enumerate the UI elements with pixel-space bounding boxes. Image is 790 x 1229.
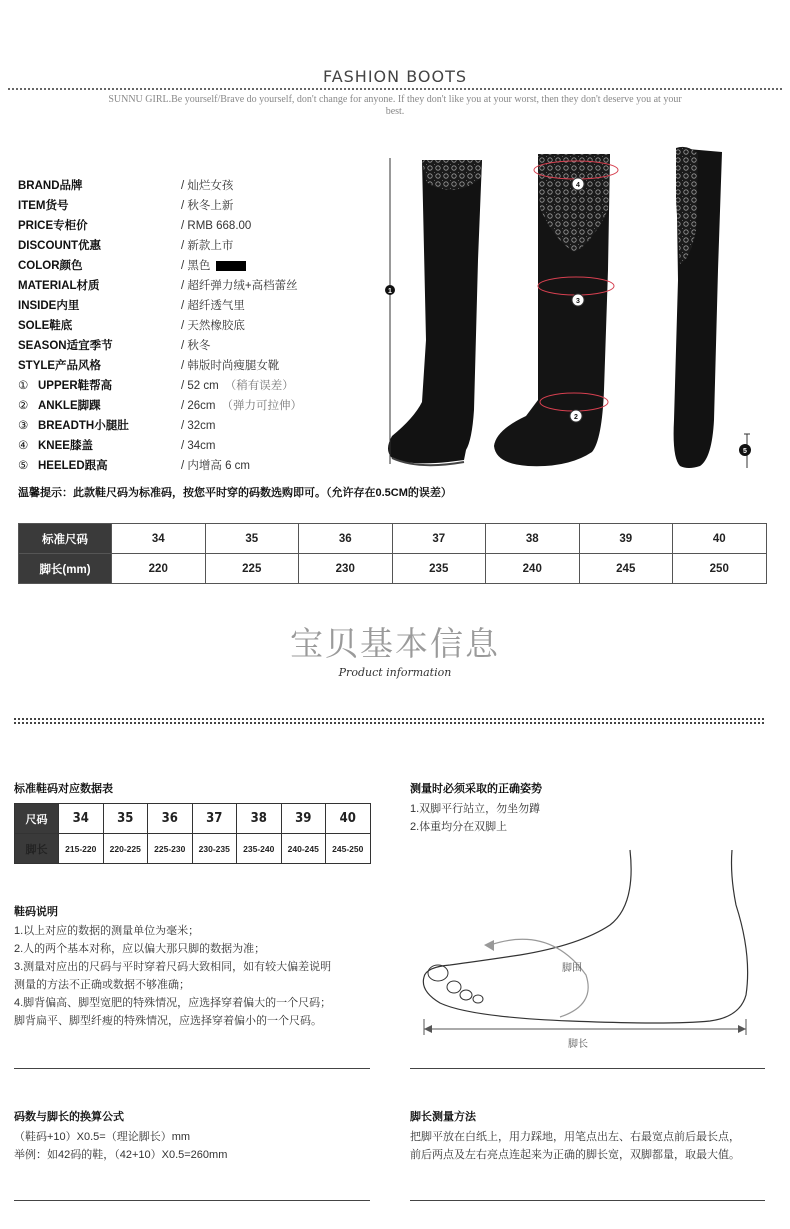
section-divider-bottom [14,722,764,724]
marker-2-label: 2 [574,414,578,421]
table-cell: 225 [205,554,299,584]
spec-value: / 超纤弹力绒+高档蕾丝 [181,280,298,292]
table-cell: 40 [673,524,767,554]
divider-left-2 [14,1200,370,1201]
marker-5-label: 5 [743,448,747,455]
measure-value-wrap [181,396,302,416]
spec-row-color [18,256,378,276]
table-cell: 37 [192,804,237,834]
measure-key-wrap [18,416,129,436]
girth-label: 脚围 [562,963,582,974]
table-cell: 38 [237,804,282,834]
boot-front-view [494,154,610,466]
toe-3-icon [460,990,472,1000]
table-cell: 35 [205,524,299,554]
toe-2-icon [447,981,461,993]
spec-value: / 秋冬 [181,340,211,352]
spec-value: / 新款上市 [181,240,234,252]
table-cell: 40 [326,804,371,834]
measure-row-knee [18,436,378,456]
measure-number: ① [18,380,29,392]
spec-value: / 超纤透气里 [181,300,245,312]
size-tip: 温馨提示：此款鞋尺码为标准码，按您平时穿的码数选购即可。（允许存在0.5CM的误差） [18,487,452,499]
measure-value: / 内增高 6 cm [181,460,251,472]
table-head-length: 脚长 [15,834,59,864]
divider-right-2 [410,1200,765,1201]
spec-value: / 天然橡胶底 [181,320,245,332]
header-dotted-divider [8,88,782,90]
marker-3-label: 3 [576,298,580,305]
size-notes-line-4: 测量的方法不正确或数据不够准确； [14,979,190,991]
posture-title: 测量时必须采取的正确姿势 [410,783,542,795]
spec-key: DISCOUNT优惠 [18,240,102,252]
size-notes-line-6: 脚背扁平、脚型纤瘦的特殊情况，应选择穿着偏小的一个尺码。 [14,1015,322,1027]
posture-line-1: 1.双脚平行站立，勿坐勿蹲 [410,803,541,815]
section-subtitle: Product information [338,666,452,679]
header-title: FASHION BOOTS [322,67,468,86]
spec-value: / 黑色 [181,260,211,272]
table-cell: 37 [392,524,486,554]
measure-key: UPPER鞋帮高 [38,380,113,392]
spec-value: / 秋冬上新 [181,200,234,212]
spec-row-sole [18,316,378,336]
size-range-table [14,803,371,864]
formula-line-1: （鞋码+10）X0.5=（理论脚长）mm [14,1131,191,1143]
measure-note: （稍有误差） [224,380,294,392]
measure-row-breadth [18,416,378,436]
method-title: 脚长测量方法 [410,1111,476,1123]
measure-value: / 34cm [181,440,216,452]
spec-row-item [18,196,378,216]
table-cell: 35 [103,804,148,834]
spec-key: STYLE产品风格 [18,360,102,372]
size-table [18,523,767,584]
size-notes-line-5: 4.脚背偏高、脚型宽肥的特殊情况，应选择穿着偏大的一个尺码； [14,997,332,1009]
table-cell: 235 [392,554,486,584]
size-notes-title: 鞋码说明 [14,906,58,918]
table-cell: 245 [579,554,673,584]
measure-number: ④ [18,440,29,452]
boot-back-view [674,147,722,468]
divider-right-1 [410,1068,765,1069]
measure-value: / 52 cm [181,380,219,392]
foot-measure-diagram [410,845,750,1060]
table-row-sizes [19,524,767,554]
table-cell: 220 [112,554,206,584]
table-cell: 36 [299,524,393,554]
spec-key: SOLE鞋底 [18,320,73,332]
spec-row-season [18,336,378,356]
chart-title: 标准鞋码对应数据表 [14,783,113,795]
measure-note: （弹力可拉伸） [221,400,303,412]
method-line-1: 把脚平放在白纸上，用力踩地，用笔点出左、右最宽点前后最长点， [410,1131,740,1143]
table-cell: 39 [579,524,673,554]
spec-value: / RMB 668.00 [181,220,252,232]
table-row-lengths [19,554,767,584]
formula-title: 码数与脚长的换算公式 [14,1111,124,1123]
table-cell: 34 [112,524,206,554]
section-title: 宝贝基本信息 [290,624,500,663]
spec-key: MATERIAL材质 [18,280,100,292]
spec-row-discount [18,236,378,256]
divider-left-1 [14,1068,370,1069]
section-divider-top [14,718,764,720]
posture-line-2: 2.体重均分在双脚上 [410,821,508,833]
measure-key-wrap [18,376,112,396]
toe-4-icon [473,995,483,1003]
color-swatch-black [216,261,246,271]
table-cell: 250 [673,554,767,584]
measure-value-wrap [181,376,294,396]
measure-key: ANKLE脚踝 [38,400,101,412]
table-cell: 38 [486,524,580,554]
spec-value: / 韩版时尚瘦腿女靴 [181,360,280,372]
spec-key: COLOR颜色 [18,260,83,272]
table-cell: 240 [486,554,580,584]
spec-key: SEASON适宜季节 [18,340,113,352]
measure-key: BREADTH小腿肚 [38,420,129,432]
table-cell: 240-245 [281,834,326,864]
spec-row-price [18,216,378,236]
measure-value: / 32cm [181,420,216,432]
spec-key: PRICE专柜价 [18,220,88,232]
table-cell: 235-240 [237,834,282,864]
spec-key: ITEM货号 [18,200,69,212]
table-head-length: 脚长(mm) [19,554,112,584]
table-cell: 39 [281,804,326,834]
measure-key-wrap [18,436,93,456]
header-subtitle: SUNNU GIRL.Be yourself/Brave do yourself, don't change for anyone. If they don't like you at your worst, then they don't deserve you at your best. [108,94,682,117]
length-label: 脚长 [568,1039,588,1050]
measure-number: ③ [18,420,29,432]
table-cell: 220-225 [103,834,148,864]
table-head-size: 尺码 [15,804,59,834]
table-cell: 36 [148,804,193,834]
table-cell: 230 [299,554,393,584]
girth-arrow-icon [484,940,494,951]
size-notes-line-3: 3.测量对应出的尺码与平时穿着尺码大致相同，如有较大偏差说明 [14,961,332,973]
spec-row-brand [18,176,378,196]
table-cell: 225-230 [148,834,193,864]
spec-row-material [18,276,378,296]
measure-key-wrap [18,396,101,416]
length-arrow-right-icon [738,1025,746,1033]
measure-row-ankle [18,396,378,416]
method-line-2: 前后两点及左右亮点连起来为正确的脚长宽，双脚都量，取最大值。 [410,1149,740,1161]
spec-value-wrap [181,256,246,276]
size-notes-line-1: 1.以上对应的数据的测量单位为毫米； [14,925,200,937]
table-cell: 34 [59,804,104,834]
measure-key: HEELED跟高 [38,460,108,472]
marker-1-label: 1 [388,288,392,295]
table-cell: 230-235 [192,834,237,864]
formula-line-2: 举例：如42码的鞋，（42+10）X0.5=260mm [14,1149,228,1161]
spec-row-inside [18,296,378,316]
measure-number: ⑤ [18,460,29,472]
measure-value: / 26cm [181,400,216,412]
table-row-sizes [15,804,371,834]
spec-key: BRAND品牌 [18,180,83,192]
measure-key-wrap [18,456,108,476]
measure-row-upper [18,376,378,396]
spec-key: INSIDE内里 [18,300,80,312]
measure-key: KNEE膝盖 [38,440,93,452]
spec-value: / 灿烂女孩 [181,180,234,192]
table-head-size: 标准尺码 [19,524,112,554]
measure-number: ② [18,400,29,412]
table-cell: 215-220 [59,834,104,864]
table-cell: 245-250 [326,834,371,864]
boots-illustration [378,140,778,475]
measure-row-heel [18,456,378,476]
spec-row-style [18,356,378,376]
length-arrow-left-icon [424,1025,432,1033]
spec-list [18,176,378,476]
boot-side-view [388,160,482,465]
marker-4-label: 4 [576,182,580,189]
table-row-ranges [15,834,371,864]
size-notes-line-2: 2.人的两个基本对称，应以偏大那只脚的数据为准； [14,943,266,955]
